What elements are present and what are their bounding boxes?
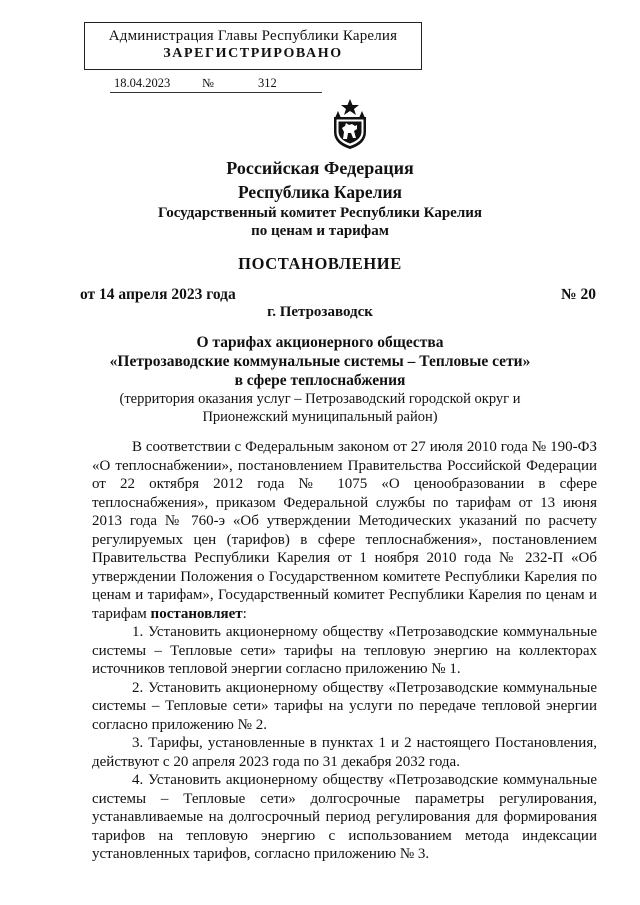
- decree-word: постановляет: [150, 605, 243, 622]
- document-number: № 20: [561, 286, 596, 303]
- title-line2: «Петрозаводские коммунальные системы – Тепловые сети»: [109, 353, 531, 370]
- item-paragraph-1: 1. Установить акционерному обществу «Петрозаводские коммунальные системы – Тепловые сети» тарифы на тепловую энергию на коллекторах источников тепловой энергии согласно приложению № 1.: [92, 624, 597, 677]
- title-line3: в сфере теплоснабжения: [234, 372, 406, 389]
- title-territory-line2: Прионежский муниципальный район): [202, 409, 438, 425]
- document-type: ПОСТАНОВЛЕНИЕ: [238, 254, 402, 273]
- title-line1: О тарифах акционерного общества: [196, 334, 444, 351]
- registration-line: [110, 76, 322, 93]
- committee-heading-line2: по ценам и тарифам: [251, 223, 389, 239]
- title-territory-line1: (территория оказания услуг – Петрозаводский городской округ и: [119, 391, 521, 407]
- document-city: г. Петрозаводск: [267, 304, 373, 320]
- registration-number-label: №: [202, 76, 214, 90]
- document-body: [92, 438, 597, 864]
- committee-heading-line1: Государственный комитет Республики Карелия: [158, 205, 482, 221]
- federation-heading: Российская Федерация: [226, 158, 414, 178]
- karelia-coat-of-arms-icon: [330, 98, 370, 150]
- registration-date: 18.04.2023: [114, 76, 171, 90]
- stamp-registered: ЗАРЕГИСТРИРОВАНО: [163, 46, 343, 61]
- registration-number: 312: [258, 76, 277, 90]
- item-paragraph-4: 4. Установить акционерному обществу «Петрозаводские коммунальные системы – Тепловые сети» долгосрочные параметры регулирования, устанавливаемые на долгосрочный период регулирования для формирования тарифов на тепловую энергию с использованием метода индексации установленных тарифов, согласно приложению № 3.: [92, 772, 597, 862]
- document-date: от 14 апреля 2023 года: [80, 286, 236, 303]
- preamble-text: В соответствии с Федеральным законом от 27 июля 2010 года № 190-ФЗ «О теплоснабжении», постановлением Правительства Российской Федерации от 22 октября 2012 года № 1075 «О ценообразовании в сфере теплоснабжения», приказом Федеральной службы по тарифам от 13 июня 2013 года № 760-э «Об утверждении Методических указаний по расчету регулируемых цен (тарифов) в сфере теплоснабжения», постановлением Правительства Республики Карелия от 1 ноября 2010 года № 232-П «Об утверждении Положения о Государственном комитете Республики Карелия по ценам и тарифам», Государственный комитет Республики Карелия по ценам и тарифам: [92, 439, 597, 622]
- preamble-paragraph: [92, 438, 597, 623]
- republic-heading: Республика Карелия: [237, 182, 403, 202]
- decree-colon: :: [242, 605, 247, 622]
- registration-stamp: [84, 22, 422, 70]
- stamp-authority: Администрация Главы Республики Карелия: [108, 28, 398, 44]
- item-paragraph-3: 3. Тарифы, установленные в пунктах 1 и 2 настоящего Постановления, действуют с 20 апреля 2023 года по 31 декабря 2032 года.: [92, 735, 597, 770]
- item-paragraph-2: 2. Установить акционерному обществу «Петрозаводские коммунальные системы – Тепловые сети» тарифы на услуги по передаче тепловой энергии согласно приложению № 2.: [92, 679, 597, 733]
